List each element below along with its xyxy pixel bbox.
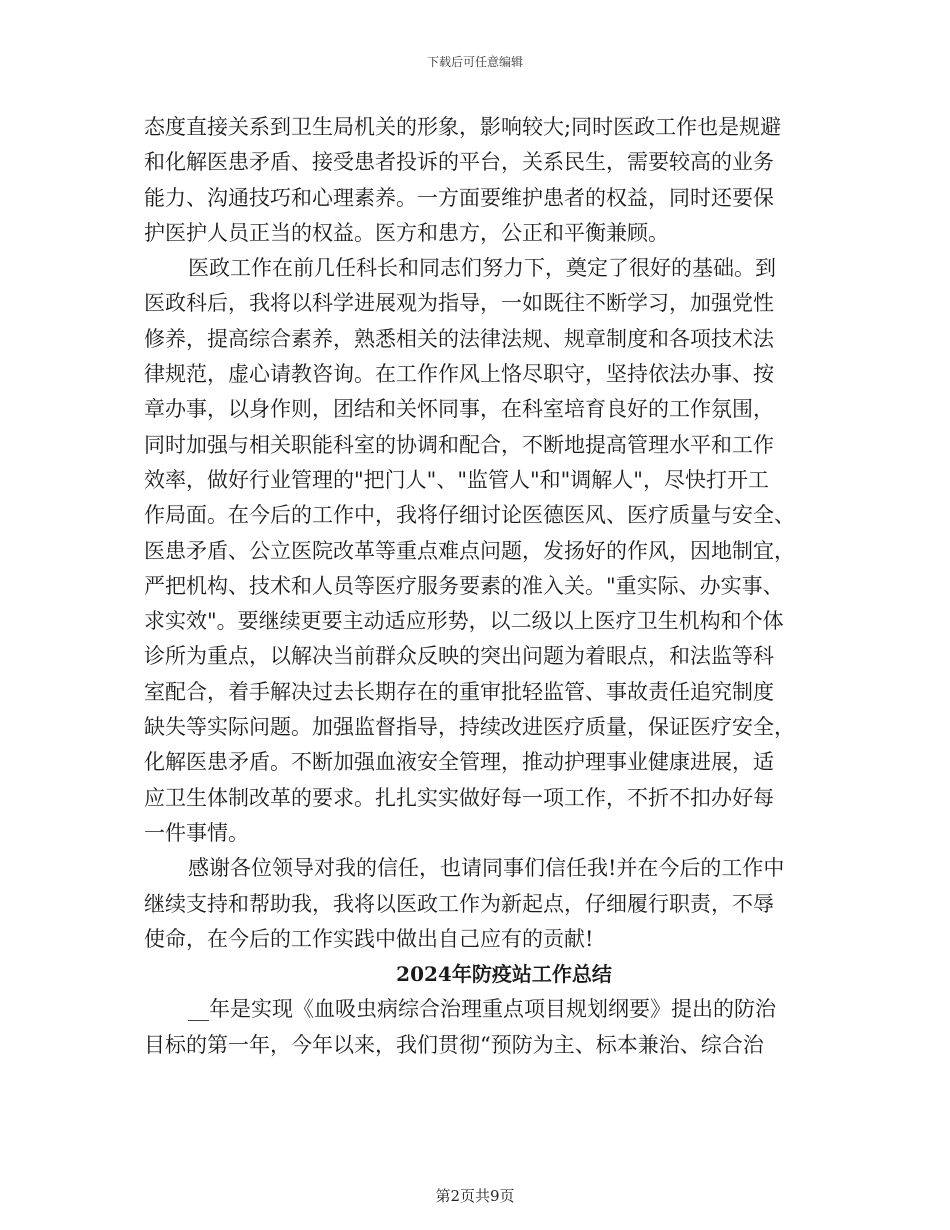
text-line: 求实效"。要继续更要主动适应形势，以二级以上医疗卫生机构和个体	[144, 609, 784, 634]
text-line: 化解医患矛盾。不断加强血液安全管理，推动护理事业健康进展，适	[144, 750, 774, 775]
text-line: 作局面。在今后的工作中，我将仔细讨论医德医风、医疗质量与安全、	[144, 503, 795, 528]
text-line: 诊所为重点，以解决当前群众反映的突出问题为着眼点，和法监等科	[144, 644, 774, 669]
text-line: 和化解医患矛盾、接受患者投诉的平台，关系民生，需要较高的业务	[144, 150, 774, 175]
text-line: 律规范，虚心请教咨询。在工作作风上恪尽职守，坚持依法办事、按	[144, 362, 774, 387]
section-title: 2024年防疫站工作总结	[396, 962, 612, 987]
text-line: 效率，做好行业管理的"把门人"、"监管人"和"调解人"，尽快打开工	[144, 467, 769, 492]
body-paragraphs	[144, 110, 804, 957]
page-footer: 第2页共9页	[435, 1187, 515, 1205]
text-line: 同时加强与相关职能科室的协调和配合，不断地提高管理水平和工作	[144, 432, 774, 457]
text-line: 医政科后，我将以科学进展观为指导，一如既往不断学习，加强党性	[144, 291, 774, 316]
text-line: 使命，在今后的工作实践中做出自己应有的贡献!	[144, 926, 594, 951]
text-line: 目标的第一年，今年以来，我们贯彻“预防为主、标本兼治、综合治	[144, 1032, 764, 1057]
text-line: 章办事，以身作则，团结和关怀同事，在科室培育良好的工作氛围，	[144, 397, 774, 422]
text-line: 医患矛盾、公立医院改革等重点难点问题，发扬好的作风，因地制宜，	[144, 538, 795, 563]
text-line: 态度直接关系到卫生局机关的形象，影响较大;同时医政工作也是规避	[144, 115, 782, 139]
text-line: 一件事情。	[144, 820, 249, 845]
text-line: 应卫生体制改革的要求。扎扎实实做好每一项工作，不折不扣办好每	[144, 785, 774, 810]
text-line: 感谢各位领导对我的信任，也请同事们信任我!并在今后的工作中	[188, 856, 785, 881]
text-line: __年是实现《血吸虫病综合治理重点项目规划纲要》提出的防治	[188, 997, 776, 1022]
text-line: 修养，提高综合素养，熟悉相关的法律法规、规章制度和各项技术法	[144, 326, 774, 351]
text-line: 严把机构、技术和人员等医疗服务要素的准入关。"重实际、办实事、	[144, 573, 784, 598]
page-header: 下载后可任意编辑	[426, 55, 523, 69]
text-line: 室配合，着手解决过去长期存在的重审批轻监管、事故责任追究制度	[144, 679, 774, 704]
text-line: 继续支持和帮助我，我将以医政工作为新起点，仔细履行职责，不辱	[144, 891, 774, 916]
document-body	[144, 110, 804, 1063]
text-line: 医政工作在前几任科长和同志们努力下，奠定了很好的基础。到	[188, 256, 776, 281]
text-line: 护医护人员正当的权益。医方和患方，公正和平衡兼顾。	[144, 220, 669, 245]
section-paragraphs	[144, 992, 804, 1063]
text-line: 缺失等实际问题。加强监督指导，持续改进医疗质量，保证医疗安全，	[144, 715, 795, 740]
text-line: 能力、沟通技巧和心理素养。一方面要维护患者的权益，同时还要保	[144, 185, 774, 210]
